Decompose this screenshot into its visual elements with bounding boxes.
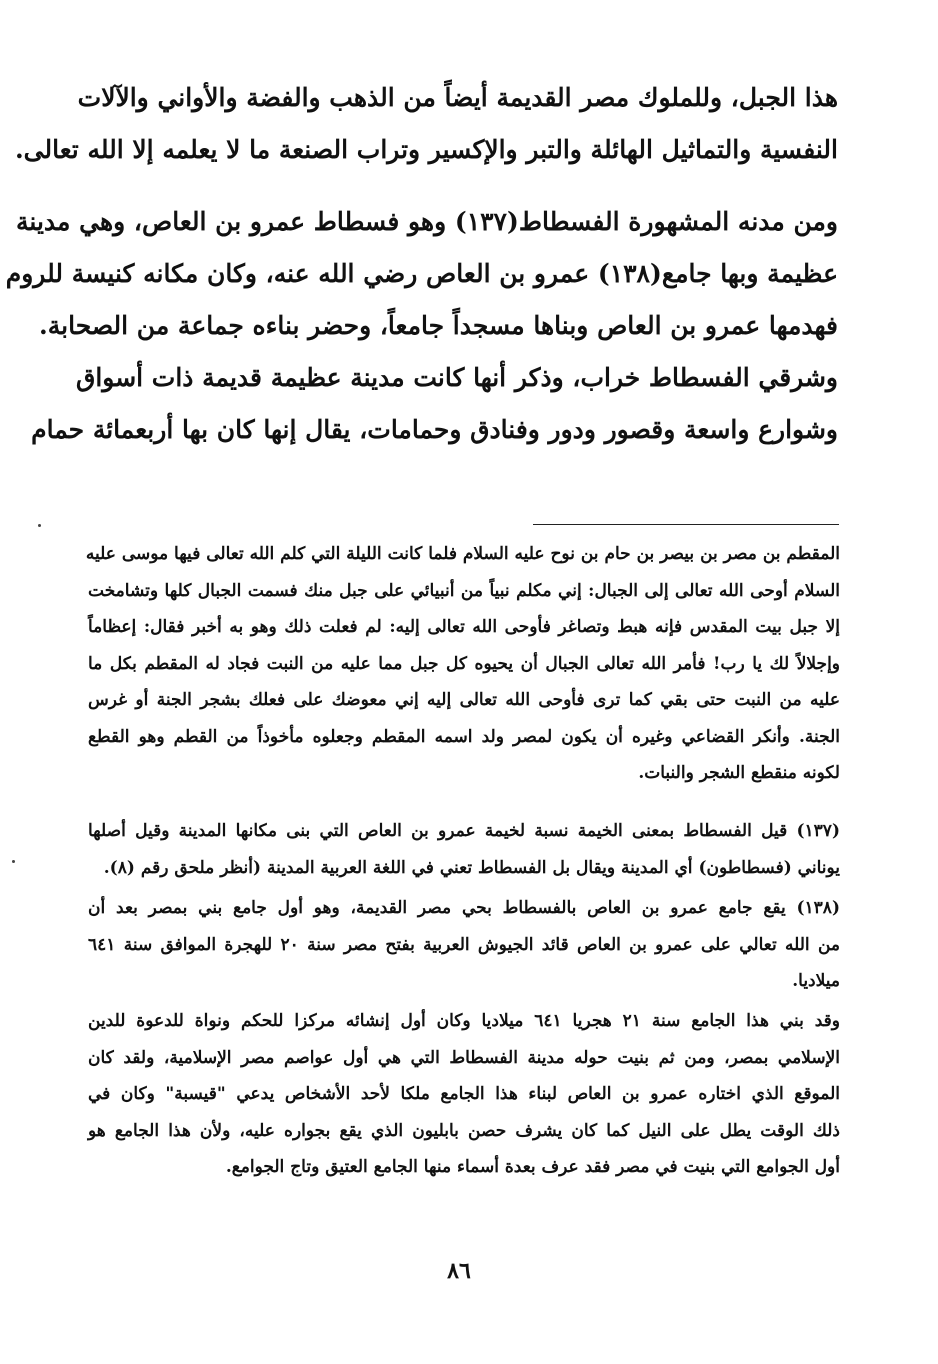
footnote-line: وإجلالاً لك يا رب! فأمر الله تعالى الجبال أن يحيوه كل جبل مما عليه من النبت فجاد له المقطم بكل ما xyxy=(88,653,840,674)
footnote-line: المقطم بن مصر بن بيصر بن حام بن نوح عليه السلام فلما كانت الليلة التي كلم الله تعالى فيها موسى عليه xyxy=(85,544,840,564)
footnote-line: الجنة. وأنكر القضاعي وغيره أن يكون لمصر ولد اسمه المقطم وجعلوه مأخوذاً من القطم وهو القطع xyxy=(88,726,840,747)
text-line: هذا الجبل، وللملوك مصر القديمة أيضاً من الذهب والفضة والأواني والآلات xyxy=(77,83,838,112)
text-line: ومن مدنه المشهورة الفسطاط(١٣٧) وهو فسطاط عمرو بن العاص، وهي مدينة xyxy=(16,207,838,236)
footnote-line: عليه من النبت حتى بقي كما ترى فأوحى الله تعالى إليه إني معوضك على فعلك بشجر الجنة أو غرس xyxy=(88,690,840,710)
footnote-line: (١٣٧) قيل الفسطاط بمعنى الخيمة نسبة لخيمة عمرو بن العاص التي بنى مكانها المدينة وقيل أصلها xyxy=(88,821,840,841)
footnote-line: السلام أوحى الله تعالى إلى الجبال: إني مكلم نبياً من أنبيائي على جبل منك فسمت الجبال كلها وتشامخت xyxy=(88,580,840,601)
footnote-line: ذلك الوقت يطل على النيل كما كان يشرف حصن بابليون الذي يقع بجواره عليه، ولأن هذا الجامع هو xyxy=(88,1120,840,1141)
footnote-137 xyxy=(88,813,840,886)
text-line: وشرقي الفسطاط خراب، وذكر أنها كانت مدينة عظيمة قديمة ذات أسواق xyxy=(75,363,838,392)
footnote-continued xyxy=(85,536,840,792)
main-paragraph-2 xyxy=(5,196,838,456)
footnote-line: الإسلامي بمصر، ومن ثم بنيت حوله مدينة الفسطاط التي هي أول عواصم مصر الإسلامية، ولقد كان xyxy=(88,1047,840,1068)
text-line: فهدمها عمرو بن العاص وبناها مسجداً جامعاً، وحضر بناءه جماعة من الصحابة. xyxy=(39,311,838,340)
main-paragraph-1 xyxy=(14,72,838,176)
text-line: عظيمة وبها جامع(١٣٨) عمرو بن العاص رضي الله عنه، وكان مكانه كنيسة للروم xyxy=(5,259,838,288)
footnote-line: يوناني (فسطاطون) أي المدينة ويقال بل الفسطاط تعني في اللغة العربية المدينة (أنظر ملحق رقم (٨). xyxy=(103,857,840,878)
text-line: وشوارع واسعة وقصور ودور وفنادق وحمامات، يقال إنها كان بها أربعمائة حمام xyxy=(31,415,838,444)
scan-speck xyxy=(12,860,15,863)
footnote-line: (١٣٨) يقع جامع عمرو بن العاص بالفسطاط بحي مصر القديمة، وهو أول جامع بني بمصر بعد أن xyxy=(88,898,840,918)
footnote-line: أول الجوامع التي بنيت في مصر فقد عرف بعدة أسماء منها الجامع العتيق وتاج الجوامع. xyxy=(225,1157,840,1177)
footnote-line: وقد بني هذا الجامع سنة ٢١ هجريا ٦٤١ ميلاديا وكان أول إنشائه مركزا للحكم ونواة للدعوة للدين xyxy=(88,1011,840,1031)
footnote-138 xyxy=(88,890,840,1000)
footnote-line: لكونه منقطع الشجر والنبات. xyxy=(638,763,840,783)
text-line: النفسية والتماثيل الهائلة والتبر والإكسير وتراب الصنعة ما لا يعلمه إلا الله تعالى. xyxy=(14,135,838,164)
page-number: ٨٦ xyxy=(447,1258,471,1284)
scan-speck xyxy=(38,524,41,527)
footnote-line: الموقع الذي اختاره عمرو بن العاص لبناء هذا الجامع ملكا لأحد الأشخاص يدعي "قيسبة" وكان في xyxy=(88,1084,840,1104)
footnote-line: من الله تعالي على عمرو بن العاص قائد الجيوش العربية بفتح مصر سنة ٢٠ للهجرة الموافق سنة ٦٤١ xyxy=(88,934,840,955)
footnote-line: ميلاديا. xyxy=(792,971,840,991)
footnote-138-continued xyxy=(88,1003,840,1186)
footnote-separator xyxy=(533,524,839,525)
footnote-line: إلا جبل بيت المقدس فإنه هبط وتصاغر فأوحى الله تعالى إليه: لم فعلت ذلك وهو به أخبر فقال: إعظاماً xyxy=(88,617,840,637)
